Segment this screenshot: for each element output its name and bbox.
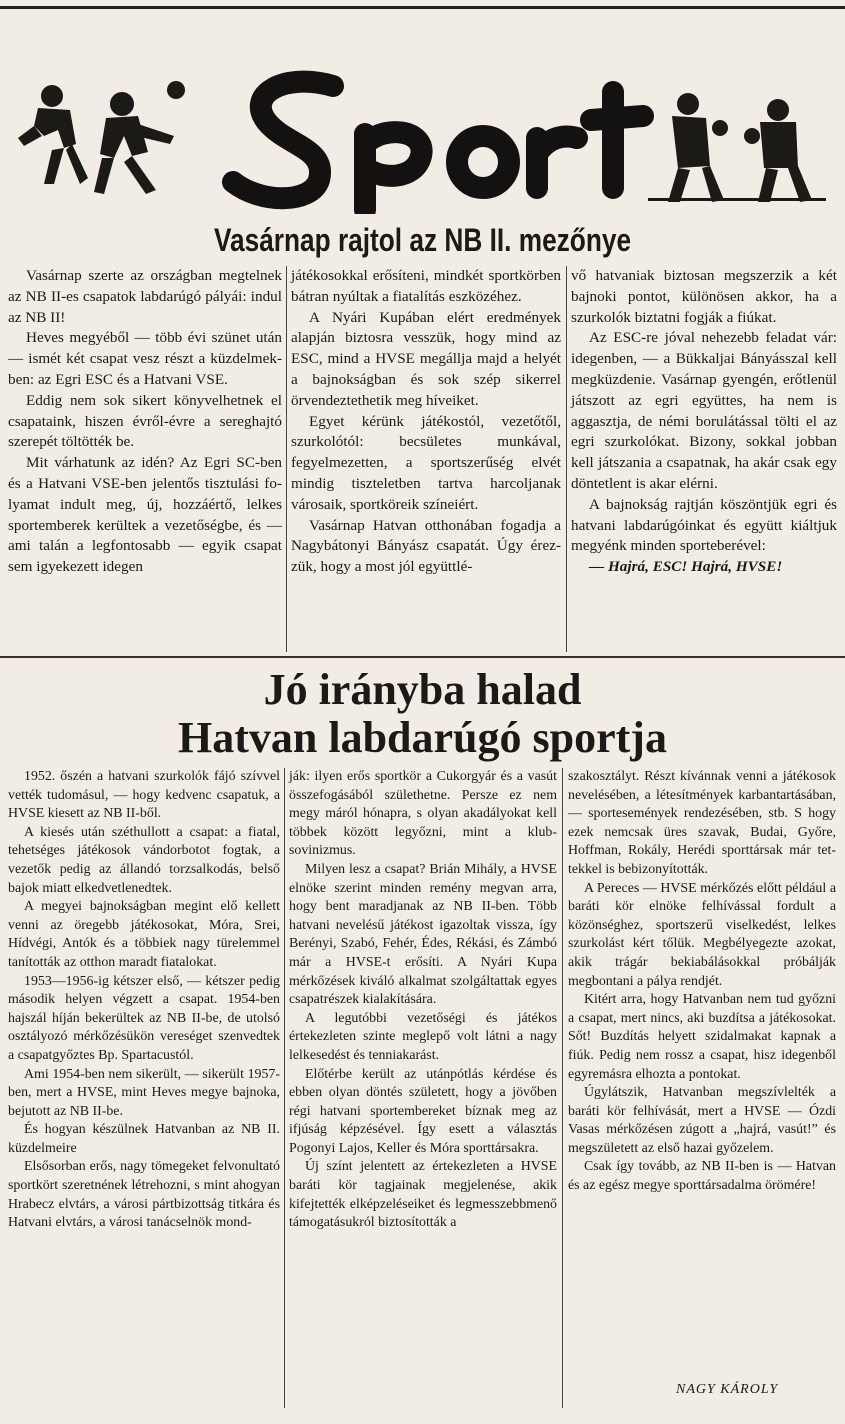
- headline-line-2: Hatvan labdarúgó sportja: [178, 713, 667, 762]
- paragraph: szakosztályt. Részt kívánnak venni a játékosok nevelésében, a létesítmények karbantartásában, — sportesemények rendezésében, stb. S hogy ezek nemcsak üres szavak, Budai, Győre, Hoffman, Rokály, Herédi sporttársak már tettekkel is bebizonyították.: [568, 769, 836, 877]
- paragraph: A kiesés után széthullott a csapat: a fiatal, tehetséges játékosok vándorbotot fogtak, a vezetők pedig az állandó torzsalkodás, belső bajok miatt elkedvetlenedtek.: [8, 824, 280, 896]
- paragraph: Vasárnap Hatvan otthonában fogadja a Nagybátonyi Bányász csapatát. Úgy érezzük, hogy a most jól együttlé-: [291, 516, 561, 576]
- paragraph: játékosokkal erősíteni, mindkét sportkörben bátran nyúltak a fiatalítás eszközéhez.: [291, 267, 561, 305]
- paragraph: A legutóbbi vezetőségi és játékos értekezleten szinte meglepő volt látni a nagy lelkesedést és tenniakarást.: [289, 1010, 557, 1063]
- article2-column-1: [8, 768, 280, 1233]
- paragraph: 1953—1956-ig kétszer első, — kétszer pedig második helyen végzett a csapat. 1954-ben hajszál híján bekerültek az NB II-be, de utolsó osztályozó mérkőzésükön vereséget szenvedtek a csapatgyőztes Bp. Spartacustól.: [8, 973, 280, 1063]
- paragraph: vő hatvaniak biztosan megszerzik a két bajnoki pontot, különösen akkor, ha a szurkolók biztatni fogják a fiúkat.: [571, 267, 837, 326]
- column-divider: [562, 768, 563, 1408]
- paragraph: Ami 1954-ben nem sikerült, — sikerült 1957-ben, mert a HVSE, mint Heves megye bajnoka, bejutott az NB II-be.: [8, 1066, 280, 1119]
- paragraph: Csak így tovább, az NB II-ben is — Hatvan és az egész megye sporttársadalma örömére!: [568, 1159, 836, 1194]
- boxers-icon: [648, 76, 828, 206]
- paragraph: Úgylátszik, Hatvanban megszívlelték a baráti kör felhívását, mert a HVSE — Ózdi Vasas mérkőzésen zúgott a „hajrá, vasút!” és megszületett az első hazai győzelem.: [568, 1085, 836, 1156]
- section-divider: [0, 656, 845, 658]
- paragraph: Új színt jelentett az értekezleten a HVSE baráti kör tagjainak megjelenése, akik kifejtették elképzeléseiket és legmesszebbmenő támogatásukról biztosították a: [289, 1159, 557, 1231]
- article1-column-2: [291, 266, 561, 578]
- sport-title-logo: [215, 64, 655, 214]
- article2-column-3: [568, 768, 836, 1196]
- football-players-icon: [14, 66, 214, 206]
- sport-masthead: [0, 32, 845, 222]
- headline-line-1: Jó irányba halad: [263, 665, 582, 714]
- paragraph: A Pereces — HVSE mérkőzés előtt például a baráti kör elnöke felhívással fordult a közönséghez, sportszerű viselkedést, lelkes szurkolást kért tőlük. Megbélyegezte azokat, akik trágár bekiabálásokkal próbálják megbontani a pálya rendjét.: [568, 880, 836, 989]
- paragraph: Az ESC-re jóval nehezebb feladat vár: idegenben, — a Bükkaljai Bányásszal kell megküzdenie. Vasárnap gyengén, erőtlenül játszott az egri együttes, ha nem is aggasztja, de némi borulátással tölti el az egri szurkolókat. Bizony, sokkal jobban kell játszania a csapatnak, ha akár csak egy döntetlent is akar elérni.: [571, 329, 837, 492]
- author-signature: NAGY KÁROLY: [676, 1382, 779, 1397]
- paragraph: ják: ilyen erős sportkör a Cukorgyár és a vasút összefogásából születhetne. Persze ez nem megy máról hónapra, s olyan akadályokat kell többek között legyőzni, mint a klub-sovinizmus.: [289, 769, 557, 859]
- column-divider: [284, 768, 285, 1408]
- top-rule: [0, 6, 845, 9]
- paragraph: És hogyan készülnek Hatvanban az NB II. küzdelmeire: [8, 1122, 280, 1156]
- paragraph: Kitért arra, hogy Hatvanban nem tud győzni a csapat, mert nincs, aki buzdítsa a játékosokat. Sőt! Buzdítás helyett szidalmakat kapnak a fiúk. Pedig nem rossz a csapat, hisz idegenből egyremásra elhozta a pontokat.: [568, 992, 836, 1082]
- column-divider: [566, 266, 567, 652]
- paragraph: Elsősorban erős, nagy tömegeket felvonultató sportkört szeretnének létrehozni, s mint ahogyan Hrabecz elvtárs, a városi pártbizottság titkára és Hatvani elvtárs, a városi tanácselnök mond-: [8, 1159, 280, 1231]
- paragraph: Mit várhatunk az idén? Az Egri SC-ben és a Hatvani VSE-ben jelentős tisztulási folyamat indult meg, új, hozzáértő, lelkes sportemberek kerültek a vezetőségbe, és — ami talán a legfontosabb — egyik csapat sem igyekezett idegen: [8, 454, 282, 576]
- article2-column-2: [289, 768, 557, 1233]
- paragraph: Eddig nem sok sikert könyvelhetnek el csapataink, hiszen évről-évre a sereghajtó szerepét töltötték be.: [8, 391, 282, 451]
- paragraph: A bajnokság rajtján köszöntjük egri és hatvani labdarúgóinkat és együtt kiáltjuk megyénk minden sporteberével:: [571, 495, 837, 555]
- paragraph: 1952. őszén a hatvani szurkolók fájó szívvel vették tudomásul, — hogy kedvenc csapatuk, a HVSE kiesett az NB II-ből.: [8, 769, 280, 822]
- paragraph: Milyen lesz a csapat? Brián Mihály, a HVSE elnöke szerint minden remény megvan arra, hogy bent maradjanak az NB II-ben. Több hatvani nevelésű játékost igazoltak vissza, így Berényi, Szabó, Fehér, Édes, Rékási, és Zámbó már a HVSE-t erősíti. A Nyári Kupa mérkőzések kiváló alkalmat szolgáltattak egyes csapatrészek kialakítására.: [289, 861, 557, 1008]
- headline-nb2-start: Vasárnap rajtol az NB II. mezőnye: [213, 222, 632, 258]
- paragraph: A megyei bajnokságban megint elő kellett venni az öregebb játékosokat, Móra, Srei, Hídvégi, Antók és a többiek nagy türelemmel tanították az otthon maradt fiatalokat.: [8, 899, 280, 970]
- paragraph: Vasárnap szerte az országban megtelnek az NB II-es csapatok labdarúgó pályái: indul az NB II!: [8, 267, 282, 326]
- column-divider: [286, 266, 287, 652]
- article1-column-1: [8, 266, 282, 578]
- paragraph: Előtérbe került az utánpótlás kérdése és ebben olyan döntés született, hogy a jövőben régi hatvani sportembereket bíznak meg az ifjúság képzésével. Így esett a választás Pogonyi Lajos, Keller és Móra sporttársakra.: [289, 1066, 557, 1156]
- cheer-line: — Hajrá, ESC! Hajrá, HVSE!: [589, 558, 783, 576]
- paragraph: Heves megyéből — több évi szünet után — ismét két csapat vesz részt a küzdelmekben: az Egri ESC és a Hatvani VSE.: [8, 329, 282, 388]
- paragraph: A Nyári Kupában elért eredmények alapján biztosra vesszük, hogy mind az ESC, mind a HVSE megállja majd a helyét a bajnokságban és sok szép sikerrel örvendeztethetik meg híveiket.: [291, 308, 561, 409]
- paragraph: Egyet kérünk játékostól, vezetőtől, szurkolótól: becsületes munkával, fegyelmezetten, a sportszerűség elvét mindig tiszteletben tartva harcoljanak városaik, sportköreik színeiért.: [291, 412, 561, 513]
- article1-column-3: [571, 266, 837, 578]
